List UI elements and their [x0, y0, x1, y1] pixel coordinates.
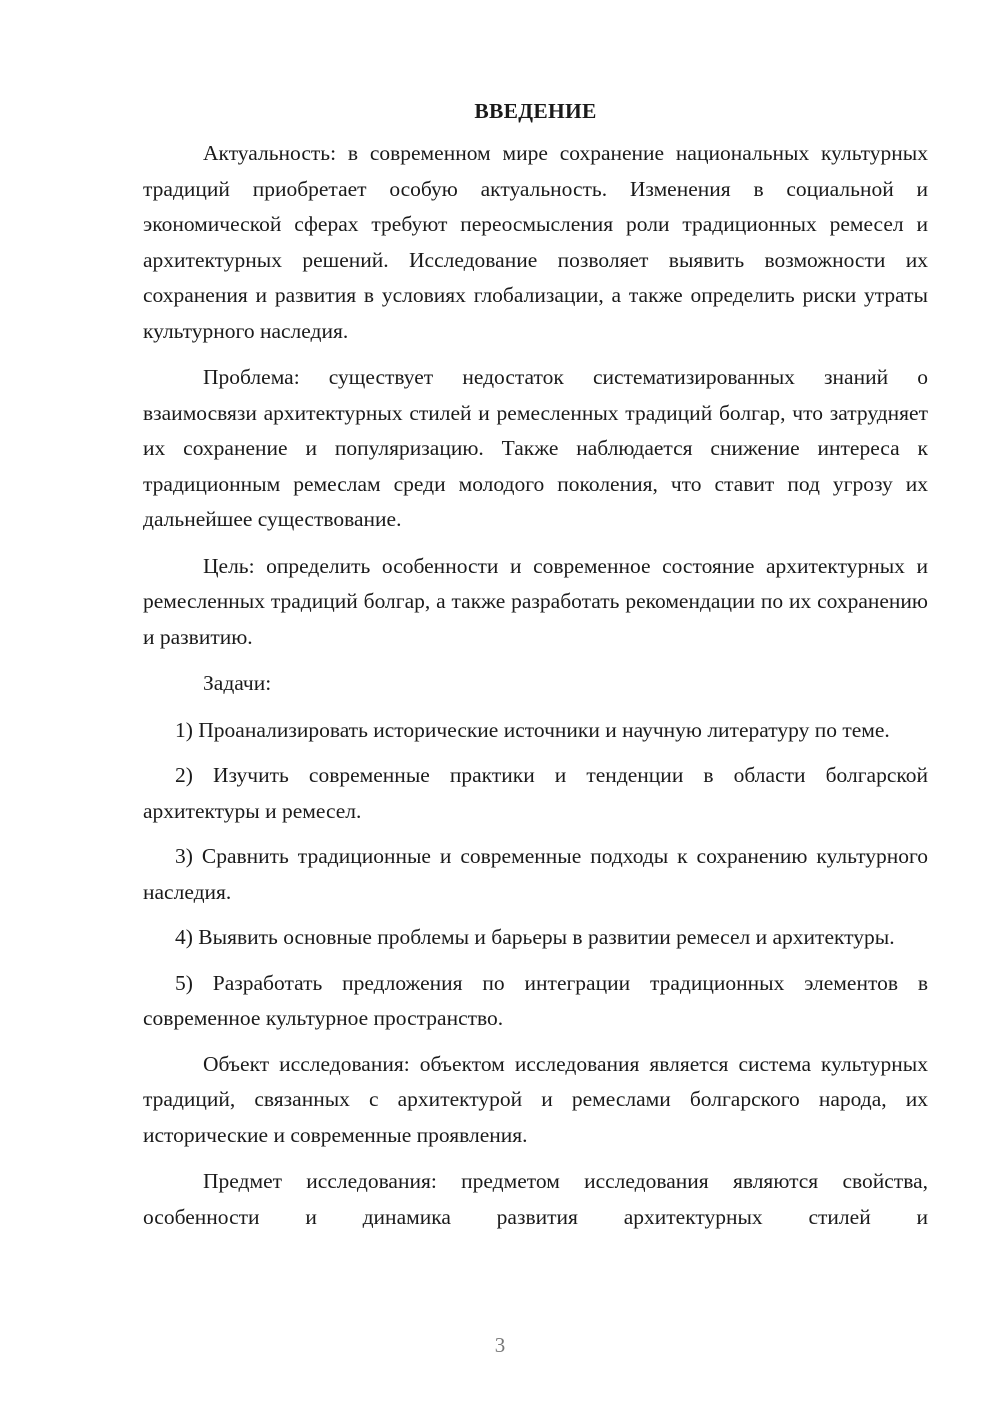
subject-paragraph: Предмет исследования: предметом исследования являются свойства, особенности и динамика развития архитектурных стилей и — [143, 1169, 928, 1229]
problem-paragraph: Проблема: существует недостаток систематизированных знаний о взаимосвязи архитектурных стилей и ремесленных традиций болгар, что затрудняет их сохранение и популяризацию. Также наблюдается снижение интереса к традиционным ремеслам среди молодого поколения, что ставит под угрозу их дальнейшее существование. — [143, 365, 928, 531]
relevance-paragraph: Актуальность: в современном мире сохранение национальных культурных традиций приобретает особую актуальность. Изменения в социальной и экономической сферах требуют переосмысления роли традиционных ремесел и архитектурных решений. Исследование позволяет выявить возможности их сохранения и развития в условиях глобализации, а также определить риски утраты культурного наследия. — [143, 141, 928, 343]
document-page — [143, 96, 928, 1246]
goal-paragraph: Цель: определить особенности и современное состояние архитектурных и ремесленных традиций болгар, а также разработать рекомендации по их сохранению и развитию. — [143, 553, 928, 649]
task-item-1: 1) Проанализировать исторические источники и научную литературу по теме. — [175, 717, 890, 742]
task-item-5: 5) Разработать предложения по интеграции традиционных элементов в современное культурное пространство. — [143, 970, 928, 1030]
object-paragraph: Объект исследования: объектом исследования является система культурных традиций, связанных с архитектурой и ремеслами болгарского народа, их исторические и современные проявления. — [143, 1051, 928, 1147]
tasks-label: Задачи: — [203, 671, 272, 695]
section-heading: ВВЕДЕНИЕ — [474, 99, 597, 123]
task-item-4: 4) Выявить основные проблемы и барьеры в развитии ремесел и архитектуры. — [175, 925, 895, 949]
task-item-2: 2) Изучить современные практики и тенденции в области болгарской архитектуры и ремесел. — [143, 763, 928, 823]
page-number: 3 — [494, 1333, 506, 1357]
task-item-3: 3) Сравнить традиционные и современные подходы к сохранению культурного наследия. — [143, 844, 928, 904]
